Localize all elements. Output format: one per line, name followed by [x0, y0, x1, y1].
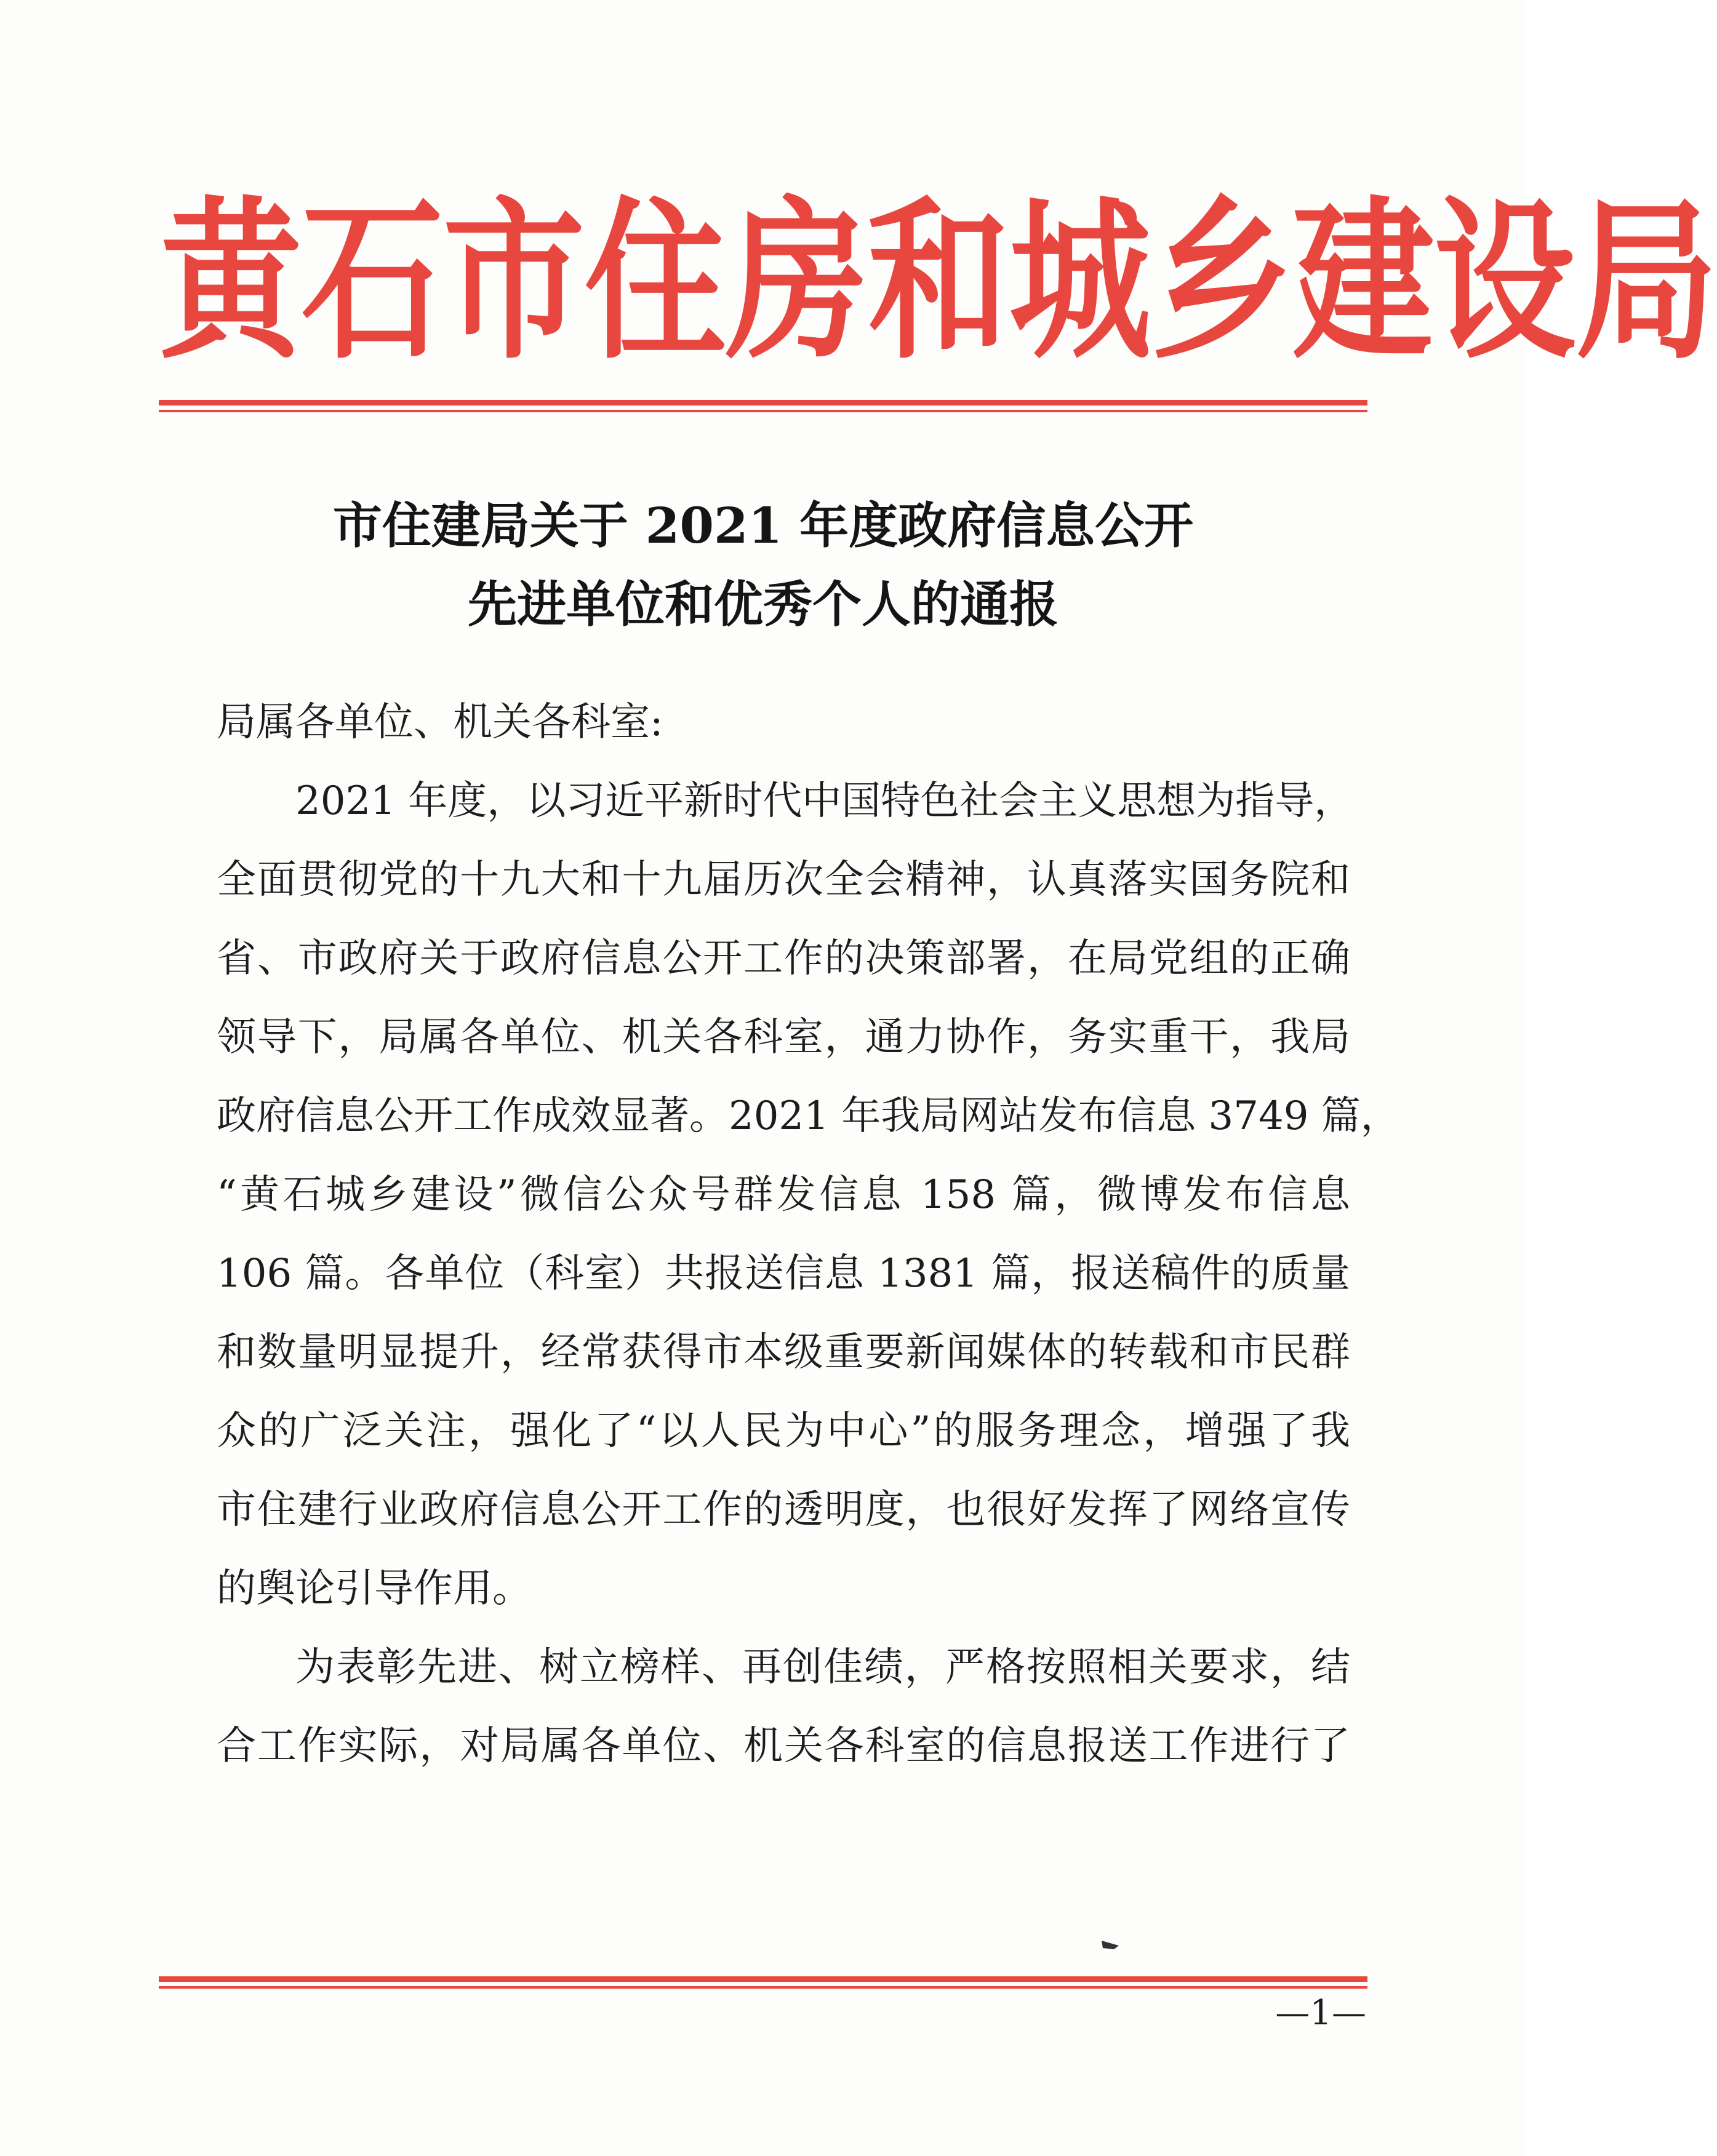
page-number: —1— [1275, 1993, 1366, 2033]
letterhead-red-rule [159, 400, 1367, 412]
text-line: 为表彰先进、树立榜样、再创佳绩，严格按照相关要求，结 [295, 1645, 1350, 1690]
org-char: 市 [443, 182, 585, 383]
text-line: 106 篇。各单位（科室）共报送信息 1381 篇，报送稿件的质量 [217, 1251, 1350, 1296]
text-line: 2021 年度，以习近平新时代中国特色社会主义思想为指导， [295, 778, 1354, 824]
text-line: 领导下，局属各单位、机关各科室，通力协作，务实重干，我局 [217, 1015, 1350, 1060]
text-line: 全面贯彻党的十九大和十九届历次全会精神，认真落实国务院和 [217, 857, 1350, 903]
text-line: “黄石城乡建设”微信公众号群发信息 158 篇，微博发布信息 [217, 1172, 1350, 1218]
org-char: 设 [1434, 182, 1576, 383]
red-rule-thick [159, 400, 1367, 405]
org-char: 和 [868, 182, 1010, 383]
text-line: 和数量明显提升，经常获得市本级重要新闻媒体的转载和市民群 [217, 1330, 1350, 1375]
org-char: 局 [1575, 182, 1717, 383]
text-line: 省、市政府关于政府信息公开工作的决策部署，在局党组的正确 [217, 936, 1350, 981]
text-line: 政府信息公开工作成效显著。2021 年我局网站发布信息 3749 篇， [217, 1093, 1400, 1139]
ink-speck [1100, 1938, 1123, 1950]
org-char: 石 [302, 182, 444, 383]
org-char: 乡 [1151, 182, 1293, 383]
org-char: 建 [1292, 182, 1435, 383]
text-line: 合工作实际，对局属各单位、机关各科室的信息报送工作进行了 [217, 1723, 1350, 1769]
title-line-1: 市住建局关于 2021 年度政府信息公开 [332, 497, 1194, 554]
paragraph-commendation [217, 1628, 1350, 1786]
red-rule-thin [159, 1986, 1367, 1989]
paragraph-summary [217, 762, 1400, 1628]
document-body [217, 683, 1400, 1786]
red-rule-thin [159, 410, 1367, 412]
red-rule-thick [159, 1976, 1367, 1982]
org-char: 黄 [160, 182, 302, 383]
footer-red-rule [159, 1976, 1367, 1989]
text-line: 众的广泛关注，强化了“以人民为中心”的服务理念，增强了我 [217, 1408, 1350, 1454]
text-line: 的舆论引导作用。 [217, 1566, 532, 1611]
text-line: 市住建行业政府信息公开工作的透明度，也很好发挥了网络宣传 [217, 1487, 1350, 1533]
title-line-2: 先进单位和优秀个人的通报 [468, 575, 1059, 633]
org-char: 城 [1009, 182, 1151, 383]
letterhead-org-name [160, 182, 1717, 383]
org-char: 住 [585, 182, 727, 383]
org-char: 房 [726, 182, 868, 383]
salutation: 局属各单位、机关各科室: [217, 700, 663, 745]
document-title [160, 486, 1366, 644]
